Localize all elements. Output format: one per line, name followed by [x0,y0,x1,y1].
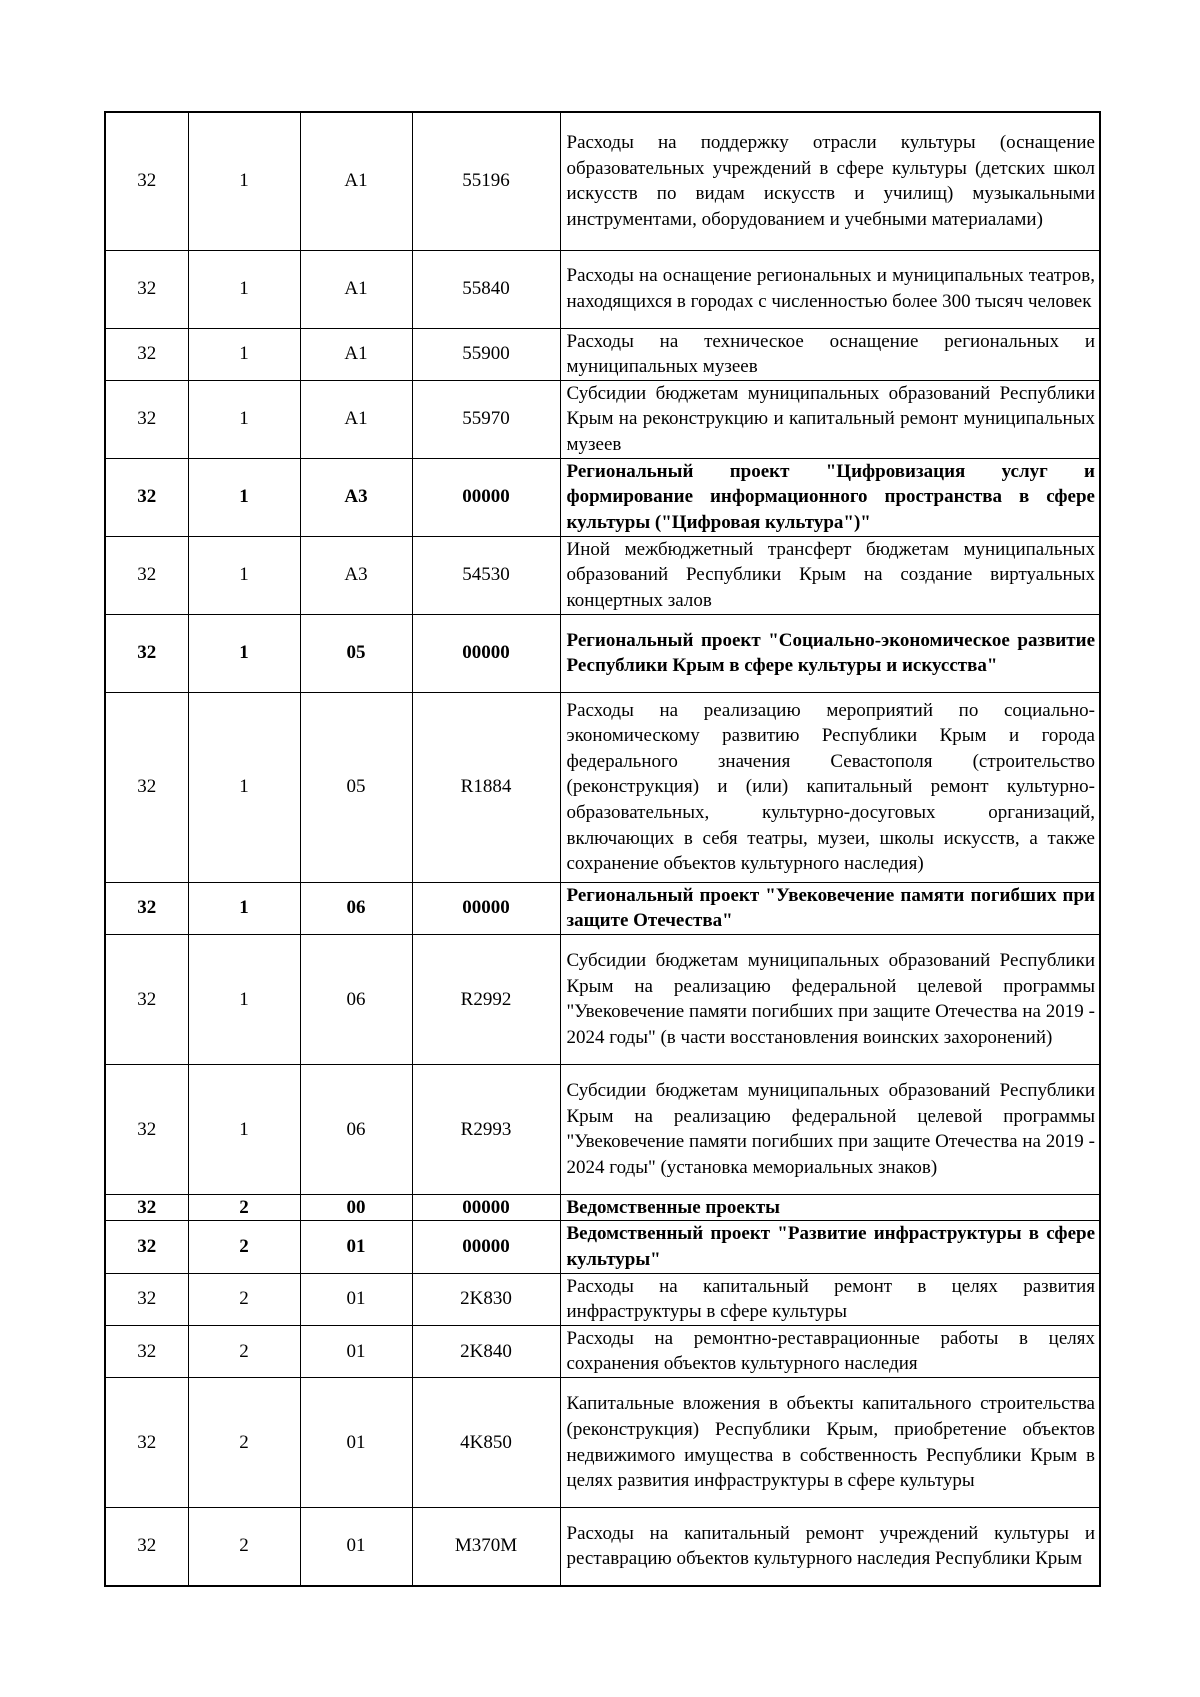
project-code-cell: A1 [300,250,412,328]
project-code-cell: 06 [300,1064,412,1194]
table-row [105,882,1100,934]
subprogram-code-cell: 1 [188,934,300,1064]
program-code-cell: 32 [105,458,188,536]
table-row [105,1221,1100,1273]
direction-code-cell: 00000 [412,458,560,536]
direction-code-cell: 00000 [412,1194,560,1221]
description-cell: Региональный проект "Увековечение памяти погибших при защите Отечества" [560,882,1100,934]
description-cell: Региональный проект "Цифровизация услуг и формирование информационного пространства в сфере культуры ("Цифровая культура")" [560,458,1100,536]
project-code-cell: А3 [300,458,412,536]
table-row [105,614,1100,692]
subprogram-code-cell: 1 [188,614,300,692]
direction-code-cell: 55196 [412,112,560,250]
subprogram-code-cell: 1 [188,250,300,328]
description-cell: Расходы на поддержку отрасли культуры (оснащение образовательных учреждений в сфере культуры (детских школ искусств по видам искусств и училищ) музыкальными инструментами, оборудованием и учебными материалами) [560,112,1100,250]
project-code-cell: 06 [300,882,412,934]
subprogram-code-cell: 1 [188,328,300,380]
description-cell: Субсидии бюджетам муниципальных образований Республики Крым на реализацию федеральной целевой программы "Увековечение памяти погибших при защите Отечества на 2019 - 2024 годы" (установка мемориальных знаков) [560,1064,1100,1194]
program-code-cell: 32 [105,934,188,1064]
table-row [105,112,1100,250]
subprogram-code-cell: 1 [188,458,300,536]
program-code-cell: 32 [105,536,188,614]
direction-code-cell: 2K840 [412,1325,560,1377]
table-row [105,328,1100,380]
direction-code-cell: R2992 [412,934,560,1064]
direction-code-cell: 00000 [412,882,560,934]
project-code-cell: 01 [300,1325,412,1377]
subprogram-code-cell: 1 [188,1064,300,1194]
subprogram-code-cell: 2 [188,1194,300,1221]
program-code-cell: 32 [105,1378,188,1508]
direction-code-cell: R1884 [412,692,560,882]
program-code-cell: 32 [105,1325,188,1377]
project-code-cell: A1 [300,112,412,250]
direction-code-cell: M370M [412,1508,560,1586]
table-row [105,692,1100,882]
project-code-cell: А3 [300,536,412,614]
subprogram-code-cell: 2 [188,1378,300,1508]
program-code-cell: 32 [105,1508,188,1586]
budget-classification-table [104,111,1101,1587]
description-cell: Ведомственные проекты [560,1194,1100,1221]
description-cell: Расходы на оснащение региональных и муниципальных театров, находящихся в городах с численностью более 300 тысяч человек [560,250,1100,328]
direction-code-cell: 55970 [412,380,560,458]
description-cell: Региональный проект "Социально-экономическое развитие Республики Крым в сфере культуры и искусства" [560,614,1100,692]
program-code-cell: 32 [105,1194,188,1221]
description-cell: Расходы на капитальный ремонт учреждений культуры и реставрацию объектов культурного наследия Республики Крым [560,1508,1100,1586]
project-code-cell: 05 [300,692,412,882]
direction-code-cell: R2993 [412,1064,560,1194]
table-body [105,112,1100,1586]
program-code-cell: 32 [105,1064,188,1194]
subprogram-code-cell: 1 [188,692,300,882]
subprogram-code-cell: 1 [188,536,300,614]
direction-code-cell: 54530 [412,536,560,614]
table-row [105,1064,1100,1194]
program-code-cell: 32 [105,1273,188,1325]
project-code-cell: 05 [300,614,412,692]
table-row [105,536,1100,614]
description-cell: Субсидии бюджетам муниципальных образований Республики Крым на реконструкцию и капитальный ремонт муниципальных музеев [560,380,1100,458]
table-row [105,250,1100,328]
program-code-cell: 32 [105,112,188,250]
table-row [105,380,1100,458]
description-cell: Расходы на ремонтно-реставрационные работы в целях сохранения объектов культурного наследия [560,1325,1100,1377]
subprogram-code-cell: 2 [188,1325,300,1377]
subprogram-code-cell: 1 [188,112,300,250]
program-code-cell: 32 [105,328,188,380]
direction-code-cell: 4K850 [412,1378,560,1508]
description-cell: Расходы на реализацию мероприятий по социально-экономическому развитию Республики Крым и города федерального значения Севастополя (строительство (реконструкция) и (или) капитальный ремонт культурно-образовательных, культурно-досуговых организаций, включающих в себя театры, музеи, школы искусств, а также сохранение объектов культурного наследия) [560,692,1100,882]
table-row [105,1194,1100,1221]
table-row [105,458,1100,536]
direction-code-cell: 00000 [412,614,560,692]
subprogram-code-cell: 2 [188,1221,300,1273]
subprogram-code-cell: 1 [188,380,300,458]
project-code-cell: 01 [300,1378,412,1508]
description-cell: Иной межбюджетный трансферт бюджетам муниципальных образований Республики Крым на создание виртуальных концертных залов [560,536,1100,614]
project-code-cell: 06 [300,934,412,1064]
project-code-cell: 01 [300,1508,412,1586]
direction-code-cell: 2K830 [412,1273,560,1325]
program-code-cell: 32 [105,614,188,692]
project-code-cell: A1 [300,380,412,458]
project-code-cell: A1 [300,328,412,380]
direction-code-cell: 55840 [412,250,560,328]
project-code-cell: 01 [300,1221,412,1273]
subprogram-code-cell: 1 [188,882,300,934]
program-code-cell: 32 [105,250,188,328]
project-code-cell: 00 [300,1194,412,1221]
direction-code-cell: 55900 [412,328,560,380]
program-code-cell: 32 [105,882,188,934]
description-cell: Расходы на техническое оснащение региональных и муниципальных музеев [560,328,1100,380]
description-cell: Ведомственный проект "Развитие инфраструктуры в сфере культуры" [560,1221,1100,1273]
table-row [105,1508,1100,1586]
description-cell: Расходы на капитальный ремонт в целях развития инфраструктуры в сфере культуры [560,1273,1100,1325]
table-row [105,1325,1100,1377]
project-code-cell: 01 [300,1273,412,1325]
table-row [105,1378,1100,1508]
program-code-cell: 32 [105,692,188,882]
program-code-cell: 32 [105,380,188,458]
description-cell: Субсидии бюджетам муниципальных образований Республики Крым на реализацию федеральной целевой программы "Увековечение памяти погибших при защите Отечества на 2019 - 2024 годы" (в части восстановления воинских захоронений) [560,934,1100,1064]
description-cell: Капитальные вложения в объекты капитального строительства (реконструкция) Республики Крым, приобретение объектов недвижимого имущества в собственность Республики Крым в целях развития инфраструктуры в сфере культуры [560,1378,1100,1508]
table-row [105,934,1100,1064]
subprogram-code-cell: 2 [188,1508,300,1586]
table-row [105,1273,1100,1325]
subprogram-code-cell: 2 [188,1273,300,1325]
program-code-cell: 32 [105,1221,188,1273]
direction-code-cell: 00000 [412,1221,560,1273]
